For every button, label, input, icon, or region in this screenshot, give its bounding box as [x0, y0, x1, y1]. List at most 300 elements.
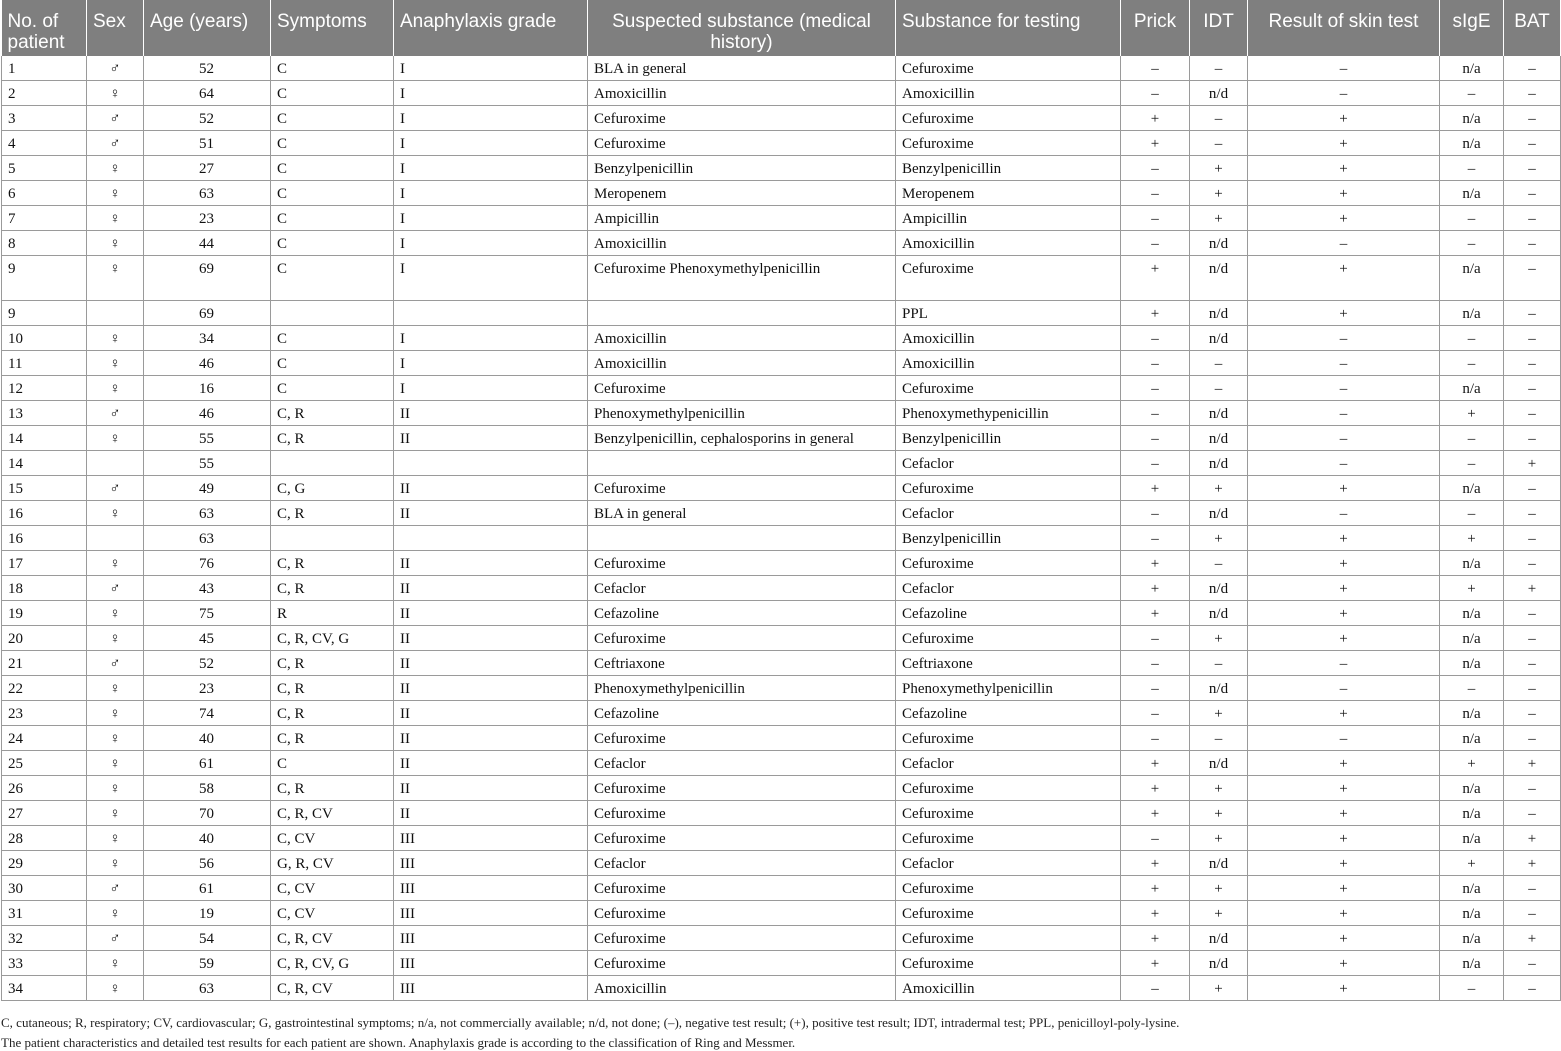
cell-prick: + — [1121, 576, 1190, 601]
cell-substance-for-testing: Benzylpenicillin — [896, 426, 1121, 451]
cell-age: 43 — [144, 576, 271, 601]
cell-patient-no: 25 — [2, 751, 87, 776]
cell-idt: + — [1190, 206, 1248, 231]
cell-bat: – — [1504, 426, 1561, 451]
cell-age: 64 — [144, 81, 271, 106]
table-row — [2, 726, 1561, 751]
cell-substance-for-testing: Cefuroxime — [896, 726, 1121, 751]
cell-skin-test-result: + — [1248, 976, 1440, 1001]
cell-suspected-substance: Cefuroxime — [588, 376, 896, 401]
cell-symptoms — [271, 526, 394, 551]
table-row — [2, 401, 1561, 426]
cell-anaphylaxis-grade: I — [394, 231, 588, 256]
cell-symptoms: C — [271, 376, 394, 401]
cell-sige: n/a — [1440, 601, 1504, 626]
table-row — [2, 501, 1561, 526]
cell-anaphylaxis-grade: III — [394, 876, 588, 901]
cell-skin-test-result: + — [1248, 206, 1440, 231]
cell-symptoms: C — [271, 81, 394, 106]
table-row — [2, 181, 1561, 206]
cell-bat: + — [1504, 451, 1561, 476]
cell-bat: – — [1504, 726, 1561, 751]
cell-sex: ♀ — [87, 156, 144, 181]
cell-sige: n/a — [1440, 376, 1504, 401]
cell-age: 40 — [144, 726, 271, 751]
table-row — [2, 81, 1561, 106]
cell-skin-test-result: + — [1248, 901, 1440, 926]
cell-substance-for-testing: Benzylpenicillin — [896, 526, 1121, 551]
cell-age: 63 — [144, 501, 271, 526]
cell-prick: – — [1121, 401, 1190, 426]
cell-symptoms: C — [271, 181, 394, 206]
cell-idt: – — [1190, 56, 1248, 81]
cell-idt: n/d — [1190, 231, 1248, 256]
cell-suspected-substance — [588, 301, 896, 326]
header-row — [2, 0, 1561, 56]
cell-anaphylaxis-grade: II — [394, 401, 588, 426]
cell-sige: n/a — [1440, 256, 1504, 301]
cell-prick: – — [1121, 676, 1190, 701]
cell-sige: – — [1440, 326, 1504, 351]
cell-symptoms: C — [271, 256, 394, 301]
cell-bat: – — [1504, 181, 1561, 206]
cell-bat: – — [1504, 476, 1561, 501]
cell-anaphylaxis-grade: I — [394, 81, 588, 106]
cell-sige: – — [1440, 351, 1504, 376]
cell-bat: + — [1504, 576, 1561, 601]
cell-skin-test-result: + — [1248, 926, 1440, 951]
cell-patient-no: 26 — [2, 776, 87, 801]
cell-bat: – — [1504, 876, 1561, 901]
cell-age: 27 — [144, 156, 271, 181]
cell-sex: ♂ — [87, 401, 144, 426]
cell-skin-test-result: – — [1248, 376, 1440, 401]
cell-suspected-substance: Cefuroxime — [588, 131, 896, 156]
cell-idt: – — [1190, 351, 1248, 376]
cell-prick: – — [1121, 826, 1190, 851]
cell-sex: ♀ — [87, 851, 144, 876]
cell-idt: + — [1190, 901, 1248, 926]
table-row — [2, 156, 1561, 181]
cell-symptoms: C — [271, 131, 394, 156]
cell-skin-test-result: – — [1248, 451, 1440, 476]
cell-patient-no: 1 — [2, 56, 87, 81]
cell-skin-test-result: + — [1248, 751, 1440, 776]
cell-substance-for-testing: Cefaclor — [896, 751, 1121, 776]
cell-prick: – — [1121, 451, 1190, 476]
cell-sex: ♂ — [87, 876, 144, 901]
cell-sex: ♀ — [87, 976, 144, 1001]
cell-bat: – — [1504, 131, 1561, 156]
cell-substance-for-testing: Cefaclor — [896, 451, 1121, 476]
cell-suspected-substance: Phenoxymethylpenicillin — [588, 401, 896, 426]
cell-suspected-substance: BLA in general — [588, 501, 896, 526]
cell-patient-no: 32 — [2, 926, 87, 951]
cell-skin-test-result: – — [1248, 231, 1440, 256]
table-row — [2, 951, 1561, 976]
cell-patient-no: 2 — [2, 81, 87, 106]
cell-symptoms: C, R, CV, G — [271, 951, 394, 976]
cell-idt: n/d — [1190, 81, 1248, 106]
cell-sex: ♀ — [87, 901, 144, 926]
cell-patient-no: 34 — [2, 976, 87, 1001]
cell-sex: ♂ — [87, 131, 144, 156]
cell-anaphylaxis-grade: II — [394, 626, 588, 651]
cell-sex: ♀ — [87, 231, 144, 256]
table-row — [2, 776, 1561, 801]
cell-age: 45 — [144, 626, 271, 651]
cell-suspected-substance: BLA in general — [588, 56, 896, 81]
cell-age: 46 — [144, 351, 271, 376]
cell-skin-test-result: + — [1248, 851, 1440, 876]
cell-prick: + — [1121, 776, 1190, 801]
cell-suspected-substance: Cefuroxime — [588, 951, 896, 976]
cell-substance-for-testing: Amoxicillin — [896, 351, 1121, 376]
cell-suspected-substance: Benzylpenicillin — [588, 156, 896, 181]
cell-age: 16 — [144, 376, 271, 401]
cell-skin-test-result: + — [1248, 626, 1440, 651]
cell-symptoms: C, R — [271, 701, 394, 726]
cell-age: 34 — [144, 326, 271, 351]
cell-symptoms: C, R — [271, 426, 394, 451]
cell-skin-test-result: – — [1248, 426, 1440, 451]
table-row — [2, 351, 1561, 376]
cell-substance-for-testing: Amoxicillin — [896, 976, 1121, 1001]
cell-suspected-substance: Amoxicillin — [588, 976, 896, 1001]
cell-suspected-substance: Cefuroxime — [588, 901, 896, 926]
cell-idt: + — [1190, 701, 1248, 726]
cell-sige: n/a — [1440, 826, 1504, 851]
cell-suspected-substance: Cefazoline — [588, 701, 896, 726]
cell-skin-test-result: – — [1248, 81, 1440, 106]
table-row — [2, 451, 1561, 476]
cell-sige: n/a — [1440, 726, 1504, 751]
cell-bat: – — [1504, 951, 1561, 976]
header-sige: sIgE — [1440, 0, 1504, 56]
table-row — [2, 256, 1561, 301]
cell-age: 58 — [144, 776, 271, 801]
cell-bat: – — [1504, 376, 1561, 401]
cell-anaphylaxis-grade: III — [394, 976, 588, 1001]
cell-sige: – — [1440, 451, 1504, 476]
cell-substance-for-testing: Cefuroxime — [896, 106, 1121, 131]
cell-bat: – — [1504, 701, 1561, 726]
cell-bat: – — [1504, 81, 1561, 106]
cell-idt: + — [1190, 876, 1248, 901]
cell-sex: ♂ — [87, 926, 144, 951]
cell-substance-for-testing: Amoxicillin — [896, 81, 1121, 106]
cell-prick: + — [1121, 601, 1190, 626]
cell-prick: – — [1121, 376, 1190, 401]
cell-age: 55 — [144, 426, 271, 451]
cell-patient-no: 31 — [2, 901, 87, 926]
cell-age: 54 — [144, 926, 271, 951]
cell-prick: + — [1121, 851, 1190, 876]
cell-substance-for-testing: Meropenem — [896, 181, 1121, 206]
header-sex: Sex — [87, 0, 144, 56]
cell-age: 75 — [144, 601, 271, 626]
cell-sige: + — [1440, 401, 1504, 426]
cell-sige: n/a — [1440, 651, 1504, 676]
table-row — [2, 751, 1561, 776]
cell-skin-test-result: + — [1248, 526, 1440, 551]
table-row — [2, 676, 1561, 701]
cell-patient-no: 27 — [2, 801, 87, 826]
cell-prick: – — [1121, 726, 1190, 751]
cell-patient-no: 9 — [2, 256, 87, 301]
cell-idt: + — [1190, 526, 1248, 551]
cell-suspected-substance — [588, 526, 896, 551]
cell-anaphylaxis-grade: II — [394, 551, 588, 576]
cell-anaphylaxis-grade: I — [394, 181, 588, 206]
cell-prick: + — [1121, 951, 1190, 976]
cell-substance-for-testing: Cefuroxime — [896, 776, 1121, 801]
cell-idt: – — [1190, 726, 1248, 751]
cell-sige: n/a — [1440, 926, 1504, 951]
cell-sige: – — [1440, 501, 1504, 526]
cell-patient-no: 15 — [2, 476, 87, 501]
cell-idt: n/d — [1190, 926, 1248, 951]
cell-age: 61 — [144, 751, 271, 776]
cell-sex: ♀ — [87, 181, 144, 206]
cell-prick: + — [1121, 876, 1190, 901]
cell-skin-test-result: + — [1248, 131, 1440, 156]
table-row — [2, 526, 1561, 551]
cell-substance-for-testing: Cefaclor — [896, 501, 1121, 526]
cell-prick: – — [1121, 326, 1190, 351]
cell-symptoms — [271, 451, 394, 476]
cell-sige: – — [1440, 426, 1504, 451]
cell-anaphylaxis-grade: III — [394, 851, 588, 876]
cell-age: 56 — [144, 851, 271, 876]
cell-patient-no: 5 — [2, 156, 87, 181]
cell-age: 19 — [144, 901, 271, 926]
cell-anaphylaxis-grade: I — [394, 56, 588, 81]
cell-prick: – — [1121, 426, 1190, 451]
cell-idt: n/d — [1190, 601, 1248, 626]
cell-sex: ♀ — [87, 326, 144, 351]
cell-age: 55 — [144, 451, 271, 476]
cell-idt: + — [1190, 776, 1248, 801]
cell-anaphylaxis-grade: II — [394, 576, 588, 601]
cell-idt: + — [1190, 181, 1248, 206]
cell-idt: n/d — [1190, 751, 1248, 776]
cell-symptoms: C, R — [271, 651, 394, 676]
table-row — [2, 701, 1561, 726]
cell-sige: n/a — [1440, 776, 1504, 801]
table-row — [2, 301, 1561, 326]
cell-patient-no: 12 — [2, 376, 87, 401]
cell-skin-test-result: – — [1248, 326, 1440, 351]
cell-sex: ♂ — [87, 576, 144, 601]
header-anaphylaxis-grade: Anaphylaxis grade — [394, 0, 588, 56]
cell-suspected-substance: Cefuroxime — [588, 801, 896, 826]
cell-sex: ♀ — [87, 801, 144, 826]
cell-suspected-substance: Meropenem — [588, 181, 896, 206]
cell-patient-no: 20 — [2, 626, 87, 651]
cell-symptoms: C, R — [271, 676, 394, 701]
cell-sex: ♀ — [87, 751, 144, 776]
cell-idt: n/d — [1190, 401, 1248, 426]
cell-symptoms: C, R — [271, 726, 394, 751]
cell-anaphylaxis-grade — [394, 526, 588, 551]
cell-bat: – — [1504, 801, 1561, 826]
cell-substance-for-testing: Phenoxymethypenicillin — [896, 401, 1121, 426]
cell-sige: n/a — [1440, 131, 1504, 156]
footnote-abbreviations: C, cutaneous; R, respiratory; CV, cardiovascular; G, gastrointestinal symptoms; n/a, not commercially available; n/d, not done; (–), negative test result; (+), positive test result; IDT, intradermal test; PPL, penicilloyl-poly-lysine. — [1, 1015, 1180, 1030]
cell-sige: – — [1440, 231, 1504, 256]
cell-age: 70 — [144, 801, 271, 826]
cell-bat: – — [1504, 551, 1561, 576]
cell-bat: – — [1504, 301, 1561, 326]
cell-prick: + — [1121, 301, 1190, 326]
header-suspected-substance: Suspected substance (medical history) — [588, 0, 896, 56]
cell-suspected-substance: Phenoxymethylpenicillin — [588, 676, 896, 701]
cell-sex: ♂ — [87, 651, 144, 676]
cell-skin-test-result: + — [1248, 156, 1440, 181]
cell-prick: – — [1121, 351, 1190, 376]
cell-bat: + — [1504, 926, 1561, 951]
cell-suspected-substance — [588, 451, 896, 476]
cell-prick: – — [1121, 626, 1190, 651]
cell-anaphylaxis-grade: I — [394, 376, 588, 401]
cell-bat: – — [1504, 526, 1561, 551]
table-row — [2, 231, 1561, 256]
cell-sex: ♀ — [87, 426, 144, 451]
cell-age: 69 — [144, 301, 271, 326]
cell-symptoms: C, G — [271, 476, 394, 501]
cell-sige: + — [1440, 851, 1504, 876]
cell-sex — [87, 451, 144, 476]
table-row — [2, 926, 1561, 951]
cell-anaphylaxis-grade: II — [394, 701, 588, 726]
cell-substance-for-testing: Benzylpenicillin — [896, 156, 1121, 181]
cell-sige: n/a — [1440, 181, 1504, 206]
cell-patient-no: 18 — [2, 576, 87, 601]
cell-bat: – — [1504, 626, 1561, 651]
cell-symptoms: C — [271, 56, 394, 81]
cell-prick: – — [1121, 526, 1190, 551]
table-row — [2, 851, 1561, 876]
cell-anaphylaxis-grade: II — [394, 501, 588, 526]
cell-substance-for-testing: Cefuroxime — [896, 801, 1121, 826]
cell-age: 52 — [144, 651, 271, 676]
header-symptoms: Symptoms — [271, 0, 394, 56]
cell-patient-no: 28 — [2, 826, 87, 851]
cell-sex: ♀ — [87, 726, 144, 751]
table-row — [2, 801, 1561, 826]
cell-idt: + — [1190, 801, 1248, 826]
cell-age: 69 — [144, 256, 271, 301]
cell-substance-for-testing: Phenoxymethylpenicillin — [896, 676, 1121, 701]
cell-prick: + — [1121, 926, 1190, 951]
cell-age: 51 — [144, 131, 271, 156]
cell-anaphylaxis-grade: I — [394, 256, 588, 301]
cell-age: 44 — [144, 231, 271, 256]
cell-patient-no: 7 — [2, 206, 87, 231]
table-row — [2, 376, 1561, 401]
cell-idt: + — [1190, 976, 1248, 1001]
cell-symptoms: C, R — [271, 551, 394, 576]
cell-symptoms: C, R — [271, 501, 394, 526]
table-row — [2, 551, 1561, 576]
cell-suspected-substance: Cefuroxime — [588, 726, 896, 751]
cell-suspected-substance: Cefuroxime — [588, 826, 896, 851]
cell-skin-test-result: + — [1248, 801, 1440, 826]
cell-bat: – — [1504, 501, 1561, 526]
cell-substance-for-testing: Amoxicillin — [896, 231, 1121, 256]
cell-sex: ♀ — [87, 206, 144, 231]
cell-anaphylaxis-grade: II — [394, 426, 588, 451]
cell-idt: + — [1190, 626, 1248, 651]
cell-suspected-substance: Cefuroxime — [588, 626, 896, 651]
cell-sex — [87, 301, 144, 326]
cell-skin-test-result: – — [1248, 351, 1440, 376]
cell-age: 52 — [144, 106, 271, 131]
cell-symptoms: C, R, CV — [271, 976, 394, 1001]
header-age: Age (years) — [144, 0, 271, 56]
cell-symptoms: C, R, CV — [271, 926, 394, 951]
table-row — [2, 131, 1561, 156]
header-substance-for-testing: Substance for testing — [896, 0, 1121, 56]
cell-prick: – — [1121, 156, 1190, 181]
cell-bat: + — [1504, 826, 1561, 851]
cell-symptoms: C — [271, 231, 394, 256]
cell-prick: – — [1121, 651, 1190, 676]
cell-skin-test-result: + — [1248, 701, 1440, 726]
cell-sex: ♀ — [87, 376, 144, 401]
cell-sex: ♂ — [87, 56, 144, 81]
cell-substance-for-testing: Cefaclor — [896, 576, 1121, 601]
cell-substance-for-testing: Cefuroxime — [896, 56, 1121, 81]
cell-sige: – — [1440, 156, 1504, 181]
cell-sex: ♀ — [87, 626, 144, 651]
cell-anaphylaxis-grade: II — [394, 601, 588, 626]
cell-symptoms: C — [271, 351, 394, 376]
cell-age: 63 — [144, 526, 271, 551]
cell-anaphylaxis-grade: I — [394, 156, 588, 181]
cell-anaphylaxis-grade: II — [394, 651, 588, 676]
cell-idt: n/d — [1190, 851, 1248, 876]
cell-anaphylaxis-grade — [394, 301, 588, 326]
cell-anaphylaxis-grade: II — [394, 801, 588, 826]
cell-symptoms — [271, 301, 394, 326]
cell-skin-test-result: + — [1248, 876, 1440, 901]
cell-age: 49 — [144, 476, 271, 501]
cell-bat: – — [1504, 206, 1561, 231]
cell-skin-test-result: + — [1248, 106, 1440, 131]
cell-suspected-substance: Cefuroxime — [588, 926, 896, 951]
cell-suspected-substance: Ceftriaxone — [588, 651, 896, 676]
cell-patient-no: 22 — [2, 676, 87, 701]
cell-anaphylaxis-grade: I — [394, 351, 588, 376]
cell-sex: ♀ — [87, 351, 144, 376]
cell-suspected-substance: Cefuroxime — [588, 106, 896, 131]
cell-bat: + — [1504, 851, 1561, 876]
cell-sex: ♀ — [87, 776, 144, 801]
cell-skin-test-result: – — [1248, 651, 1440, 676]
cell-skin-test-result: + — [1248, 476, 1440, 501]
cell-skin-test-result: – — [1248, 501, 1440, 526]
cell-symptoms: C — [271, 106, 394, 131]
cell-sige: n/a — [1440, 801, 1504, 826]
cell-anaphylaxis-grade — [394, 451, 588, 476]
cell-age: 52 — [144, 56, 271, 81]
cell-prick: – — [1121, 81, 1190, 106]
cell-anaphylaxis-grade: II — [394, 676, 588, 701]
cell-patient-no: 4 — [2, 131, 87, 156]
header-result-of-skin-test: Result of skin test — [1248, 0, 1440, 56]
